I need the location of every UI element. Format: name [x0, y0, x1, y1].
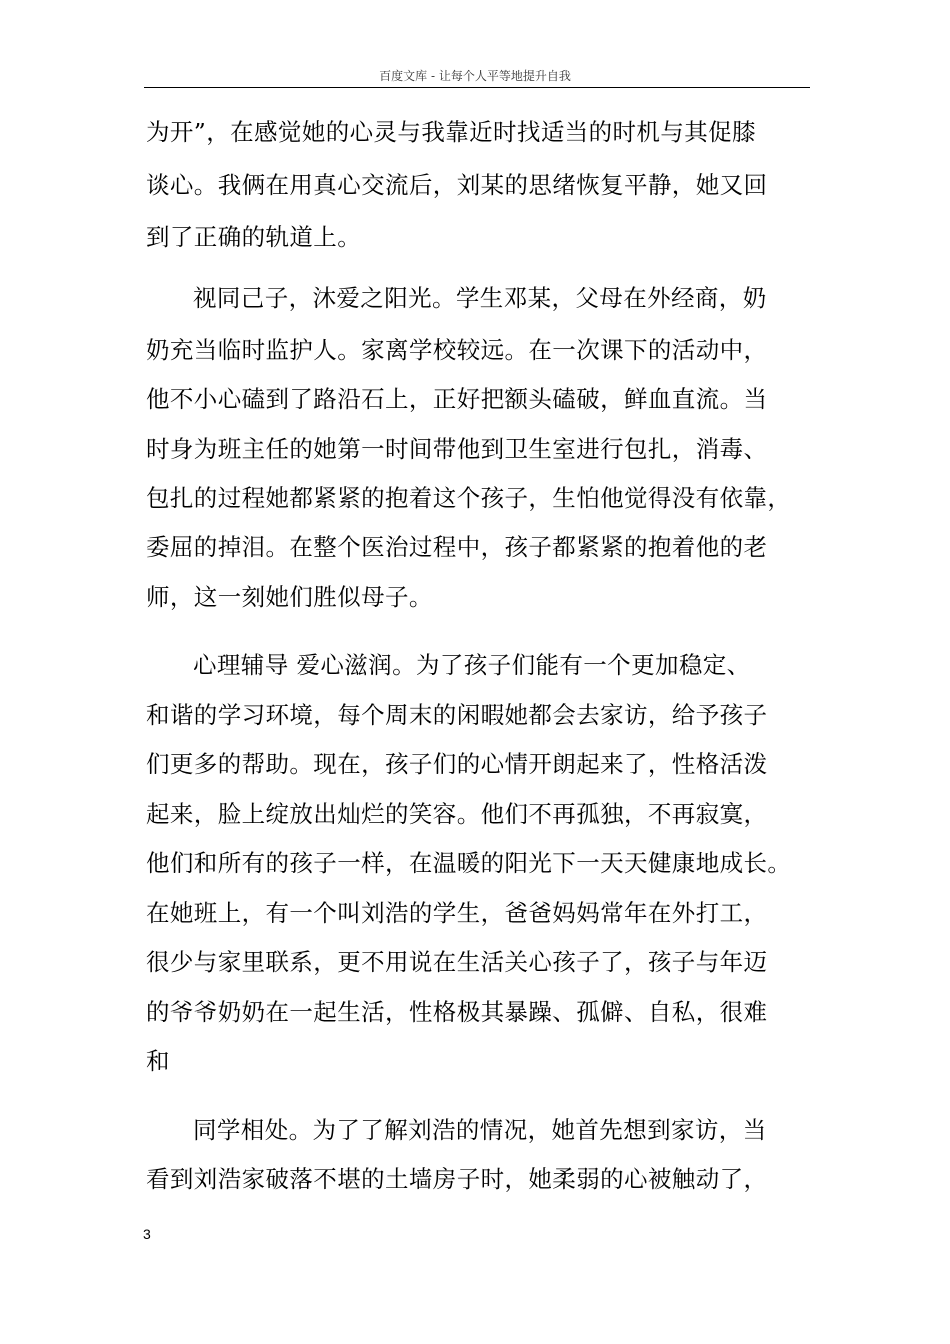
body-line: 们更多的帮助。现在，孩子们的心情开朗起来了，性格活泼: [146, 750, 768, 778]
body-line: 他不小心磕到了路沿石上，正好把额头磕破，鲜血直流。当: [146, 385, 768, 413]
header-divider: [144, 87, 810, 88]
body-line: 委屈的掉泪。在整个医治过程中，孩子都紧紧的抱着他的老: [146, 533, 768, 561]
page-header: 百度文库 - 让每个人平等地提升自我: [379, 69, 571, 83]
body-line: 的爷爷奶奶在一起生活，性格极其暴躁、孤僻、自私，很难: [146, 998, 768, 1026]
body-line: 很少与家里联系，更不用说在生活关心孩子了，孩子与年迈: [146, 948, 768, 976]
body-line: 在她班上，有一个叫刘浩的学生，爸爸妈妈常年在外打工，: [146, 899, 768, 927]
body-line: 到了正确的轨道上。: [146, 223, 362, 251]
paragraph-first-line: 视同己子，沐爱之阳光。学生邓某，父母在外经商，奶: [193, 284, 767, 312]
body-line: 奶充当临时监护人。家离学校较远。在一次课下的活动中，: [146, 336, 768, 364]
body-line: 和: [146, 1047, 170, 1075]
body-line: 时身为班主任的她第一时间带他到卫生室进行包扎，消毒、: [146, 435, 768, 463]
body-line: 师，这一刻她们胜似母子。: [146, 583, 433, 611]
page-number: 3: [143, 1226, 151, 1242]
body-line: 谈心。我俩在用真心交流后，刘某的思绪恢复平静，她又回: [146, 171, 768, 199]
body-line: 他们和所有的孩子一样，在温暖的阳光下一天天健康地成长。: [146, 849, 792, 877]
body-line: 和谐的学习环境，每个周末的闲暇她都会去家访，给予孩子: [146, 701, 768, 729]
paragraph-first-line: 心理辅导 爱心滋润。为了孩子们能有一个更加稳定、: [193, 651, 751, 679]
paragraph-first-line: 同学相处。为了了解刘浩的情况，她首先想到家访，当: [193, 1116, 767, 1144]
body-line: 包扎的过程她都紧紧的抱着这个孩子，生怕他觉得没有依靠，: [146, 484, 792, 512]
body-line: 起来，脸上绽放出灿烂的笑容。他们不再孤独，不再寂寞，: [146, 800, 768, 828]
body-line: 看到刘浩家破落不堪的土墙房子时，她柔弱的心被触动了，: [146, 1165, 768, 1193]
body-line: 为开”，在感觉她的心灵与我靠近时找适当的时机与其促膝: [146, 118, 756, 146]
